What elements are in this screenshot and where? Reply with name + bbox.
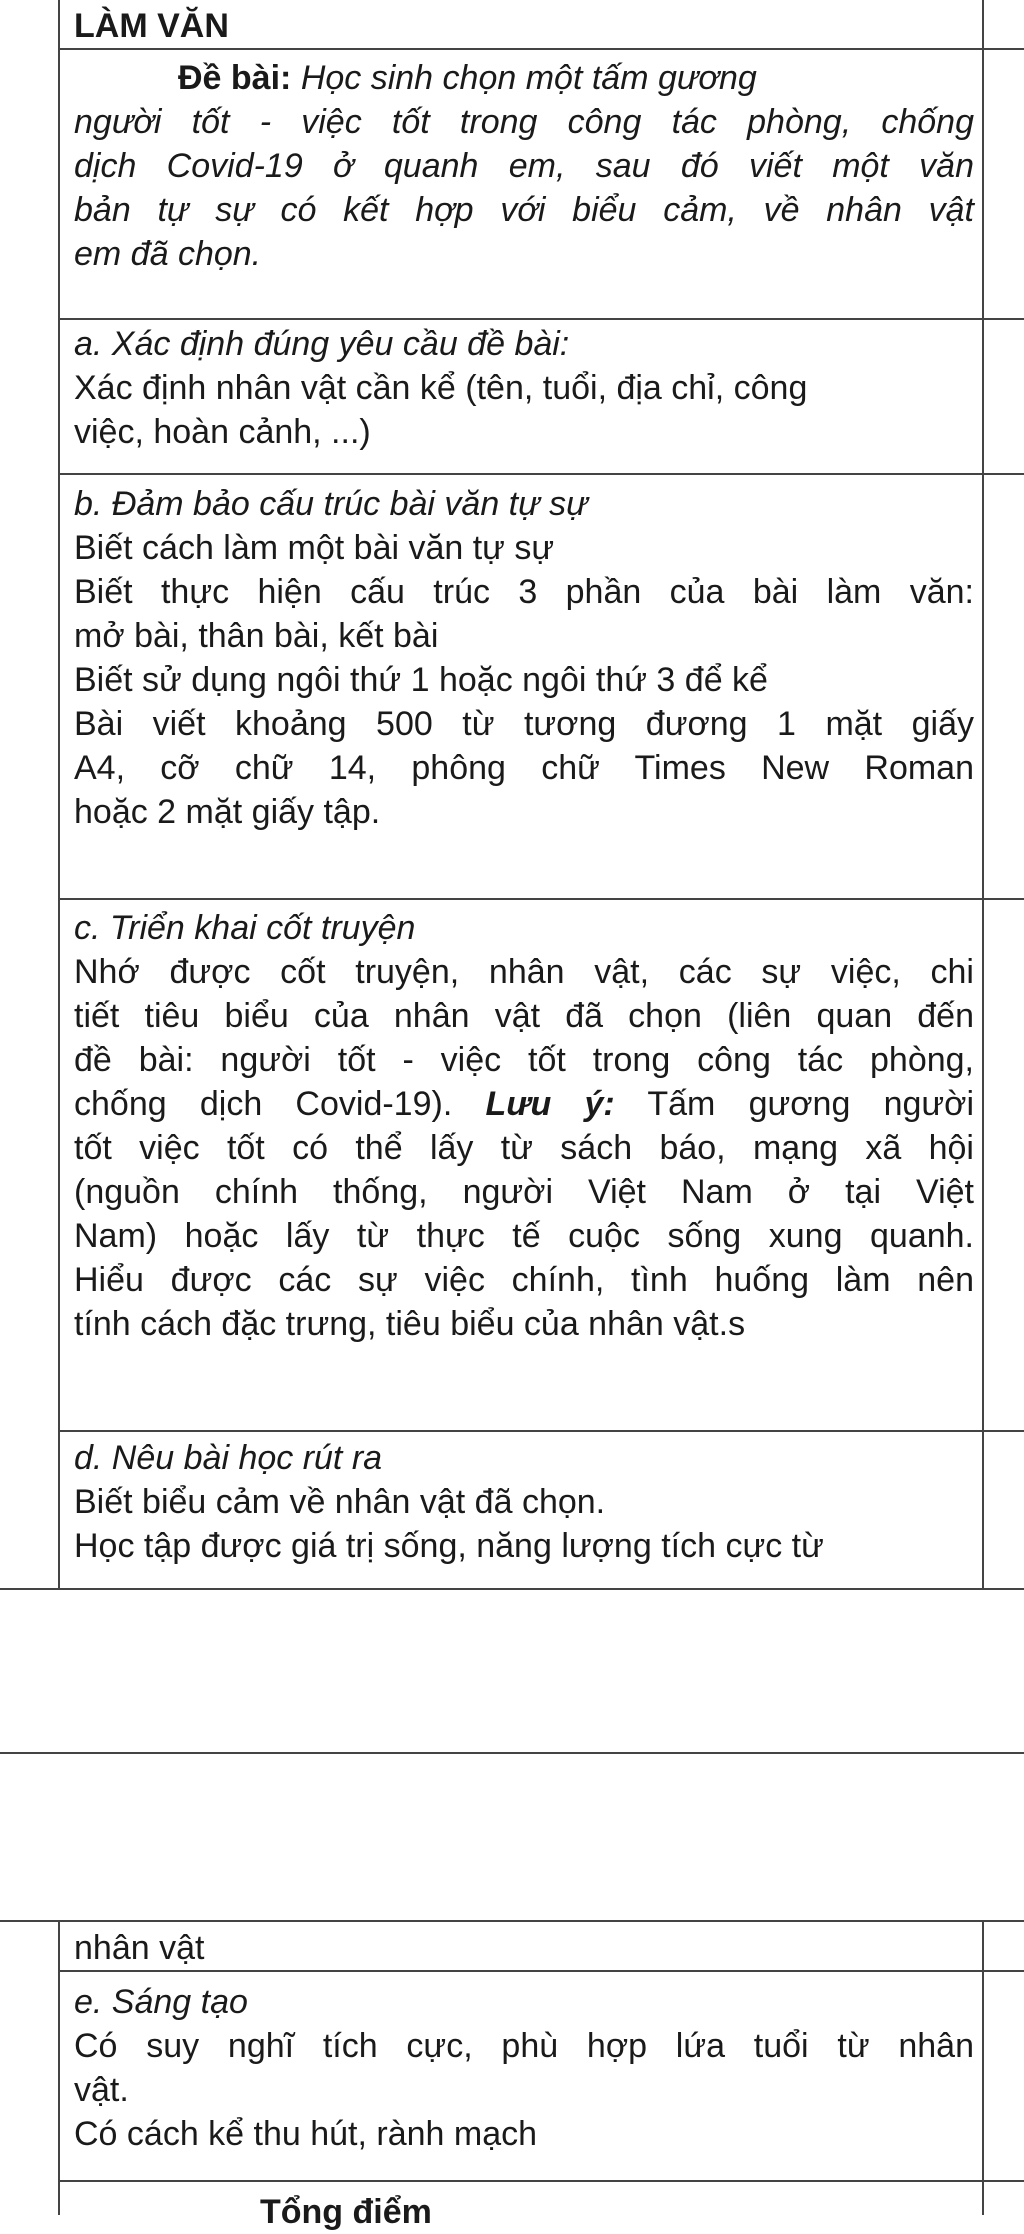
criteria-c-heading: c. Triển khai cốt truyện (74, 909, 416, 947)
criteria-b-line-4: Biết sử dụng ngôi thứ 1 hoặc ngôi thứ 3 để kể (74, 661, 768, 699)
criteria-c-note-before: chống dịch Covid-19). (74, 1085, 486, 1123)
section-title: LÀM VĂN (74, 7, 229, 45)
criteria-a-line-2: việc, hoàn cảnh, ...) (74, 413, 371, 451)
criteria-b-heading: b. Đảm bảo cấu trúc bài văn tự sự (74, 485, 588, 523)
criteria-e-heading: e. Sáng tạo (74, 1983, 248, 2021)
row-divider-8 (58, 1970, 1024, 1972)
criteria-c-line-7: Nam) hoặc lấy từ thực tế cuộc sống xung quanh. (74, 1217, 974, 1255)
table-border-left (58, 0, 60, 1590)
row-divider-3 (58, 473, 1024, 475)
criteria-c-line-2: tiết tiêu biểu của nhân vật đã chọn (liên quan đến (74, 997, 974, 1035)
table-border-left-lower (58, 1920, 60, 2215)
prompt-line-3: dịch Covid-19 ở quanh em, sau đó viết một văn (74, 147, 974, 185)
criteria-c-line-1: Nhớ được cốt truyện, nhân vật, các sự việc, chi (74, 953, 974, 991)
criteria-b-line-6: A4, cỡ chữ 14, phông chữ Times New Roman (74, 749, 974, 787)
prompt-label: Đề bài: (178, 59, 292, 97)
criteria-c-line-8: Hiểu được các sự việc chính, tình huống làm nên (74, 1261, 974, 1299)
criteria-b-line-2: Biết thực hiện cấu trúc 3 phần của bài làm văn: (74, 573, 974, 611)
row-divider-9 (58, 2180, 1024, 2182)
criteria-c-line-3: đề bài: người tốt - việc tốt trong công tác phòng, (74, 1041, 974, 1079)
criteria-c-note-line (74, 1082, 974, 1126)
prompt-line-4: bản tự sự có kết hợp với biểu cảm, về nhân vật (74, 191, 974, 229)
criteria-d-heading: d. Nêu bài học rút ra (74, 1439, 383, 1477)
row-divider-5 (58, 1430, 1024, 1432)
criteria-c-line-5: tốt việc tốt có thể lấy từ sách báo, mạng xã hội (74, 1129, 974, 1167)
table-border-right (982, 0, 984, 1590)
total-score-partial: Tổng điểm (260, 2193, 432, 2231)
criteria-a-heading: a. Xác định đúng yêu cầu đề bài: (74, 325, 570, 363)
prompt-line-1: Học sinh chọn một tấm gương (300, 59, 757, 97)
page-break-line (0, 1752, 1024, 1754)
criteria-e-line-2: vật. (74, 2071, 129, 2109)
criteria-b-cell (74, 482, 974, 834)
criteria-a-cell (74, 322, 974, 454)
criteria-d-cell (74, 1436, 974, 1568)
criteria-b-line-5: Bài viết khoảng 500 từ tương đương 1 mặt giấy (74, 705, 974, 743)
criteria-a-line-1: Xác định nhân vật cần kể (tên, tuổi, địa chỉ, công (74, 369, 808, 407)
row-divider-7 (0, 1920, 1024, 1922)
criteria-d-continued-cell (74, 1926, 974, 1970)
criteria-e-cell (74, 1980, 974, 2156)
criteria-d-continued: nhân vật (74, 1929, 205, 1967)
criteria-b-line-3: mở bài, thân bài, kết bài (74, 617, 439, 655)
row-divider-1 (58, 48, 1024, 50)
criteria-e-line-1: Có suy nghĩ tích cực, phù hợp lứa tuổi từ nhân (74, 2027, 974, 2065)
criteria-c-line-9: tính cách đặc trưng, tiêu biểu của nhân vật.s (74, 1305, 746, 1343)
criteria-c-note-label: Lưu ý: (485, 1085, 615, 1123)
prompt-cell (74, 56, 974, 276)
prompt-line-2: người tốt - việc tốt trong công tác phòng, chống (74, 103, 974, 141)
criteria-c-cell (74, 906, 974, 1346)
criteria-b-line-7: hoặc 2 mặt giấy tập. (74, 793, 381, 831)
row-divider-4 (58, 898, 1024, 900)
criteria-d-line-2: Học tập được giá trị sống, năng lượng tích cực từ (74, 1527, 824, 1565)
table-border-right-lower (982, 1920, 984, 2215)
criteria-b-line-1: Biết cách làm một bài văn tự sự (74, 529, 555, 567)
criteria-c-note-after: Tấm gương người (614, 1085, 975, 1123)
prompt-first-line (74, 56, 974, 100)
prompt-line-5: em đã chọn. (74, 235, 262, 273)
criteria-d-line-1: Biết biểu cảm về nhân vật đã chọn. (74, 1483, 606, 1521)
row-divider-2 (58, 318, 1024, 320)
row-divider-6 (0, 1588, 1024, 1590)
criteria-e-line-3: Có cách kể thu hút, rành mạch (74, 2115, 538, 2153)
criteria-c-line-6: (nguồn chính thống, người Việt Nam ở tại Việt (74, 1173, 974, 1211)
